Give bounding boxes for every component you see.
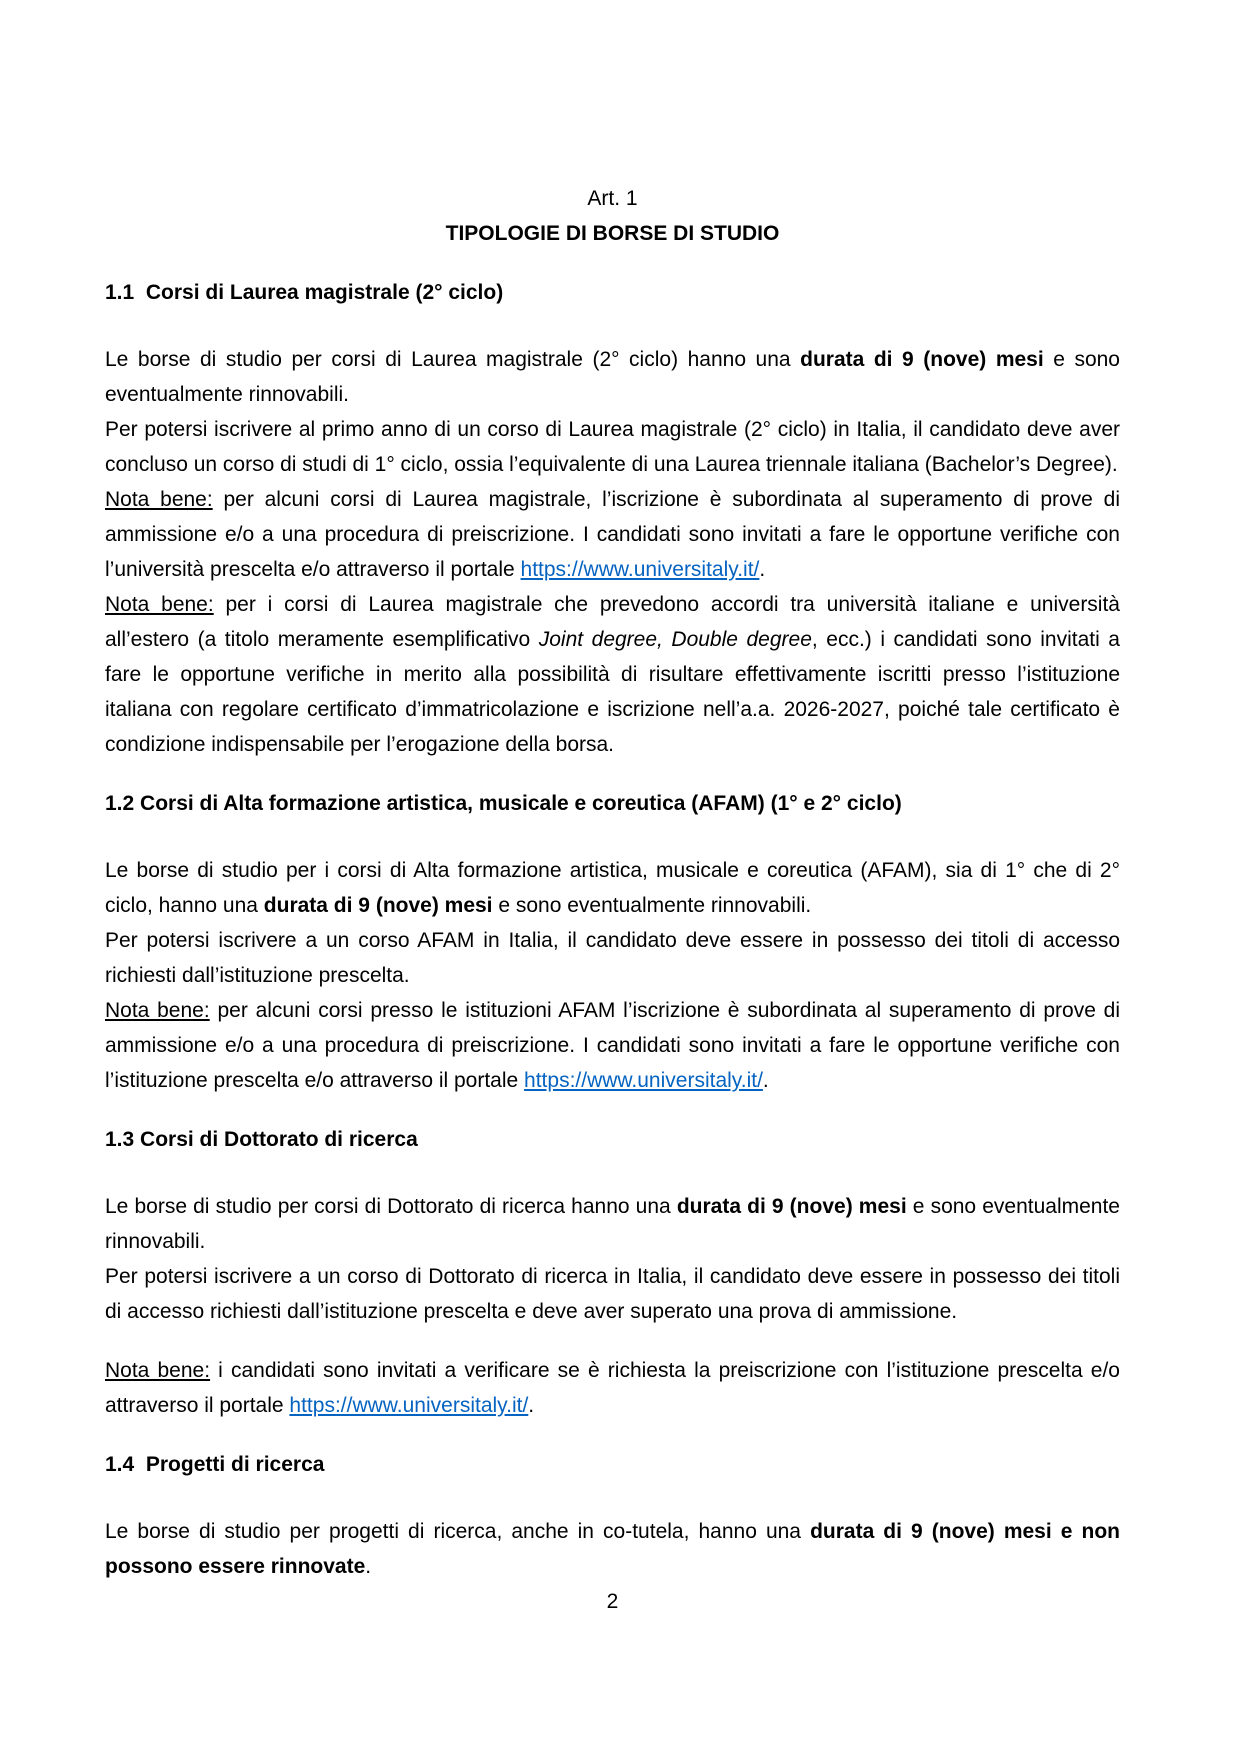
bold-run: durata di 9 (nove) mesi e non possono essere rinnovate bbox=[105, 1520, 1120, 1578]
paragraph-phd-duration bbox=[105, 1189, 1120, 1259]
text-run: Le borse di studio per corsi di Laurea magistrale (2° ciclo) hanno una bbox=[105, 348, 801, 371]
text-run: . bbox=[365, 1555, 372, 1578]
paragraph-research-projects bbox=[105, 1514, 1120, 1584]
text-run: per alcuni corsi presso le istituzioni AFAM l’iscrizione è subordinata al superamento di prove di ammissione e/o a una procedura di preiscrizione. I candidati sono invitati a fare le opportune verifiche con l’istituzione prescelta e/o attraverso il portale bbox=[105, 999, 1120, 1092]
text-run: Per potersi iscrivere a un corso di Dottorato di ricerca in Italia, il candidato deve essere in possesso dei titoli di accesso richiesti dall’istituzione prescelta e deve aver superato una prova di ammissione. bbox=[105, 1265, 1120, 1323]
paragraph-afam-requirements bbox=[105, 923, 1120, 993]
page-number: 2 bbox=[606, 1590, 619, 1613]
paragraph-lm-nota-bene-2 bbox=[105, 587, 1120, 762]
bold-run: durata di 9 (nove) mesi bbox=[676, 1195, 907, 1218]
document-title: TIPOLOGIE DI BORSE DI STUDIO bbox=[445, 222, 780, 245]
nota-bene-label: Nota bene: bbox=[105, 999, 210, 1022]
text-run: e sono eventualmente rinnovabili. bbox=[492, 894, 812, 917]
universitaly-link[interactable]: https://www.universitaly.it/ bbox=[520, 558, 760, 581]
paragraph-lm-requirements bbox=[105, 412, 1120, 482]
text-run: . bbox=[759, 558, 766, 581]
paragraph-phd-requirements bbox=[105, 1259, 1120, 1329]
nota-bene-label: Nota bene: bbox=[105, 1359, 211, 1382]
nota-bene-label: Nota bene: bbox=[105, 593, 214, 616]
text-run: Le borse di studio per corsi di Dottorato di ricerca hanno una bbox=[105, 1195, 677, 1218]
section-heading-1-2: 1.2 Corsi di Alta formazione artistica, musicale e coreutica (AFAM) (1° e 2° ciclo) bbox=[105, 792, 902, 815]
section-heading-1-1: 1.1 Corsi di Laurea magistrale (2° ciclo) bbox=[105, 281, 504, 304]
bold-run: durata di 9 (nove) mesi bbox=[800, 348, 1044, 371]
bold-run: durata di 9 (nove) mesi bbox=[263, 894, 493, 917]
section-heading-1-4: 1.4 Progetti di ricerca bbox=[105, 1453, 325, 1476]
text-run: e sono eventualmente rinnovabili. bbox=[105, 1195, 1120, 1253]
text-run: . bbox=[762, 1069, 769, 1092]
paragraph-afam-duration bbox=[105, 853, 1120, 923]
text-run: Le borse di studio per i corsi di Alta formazione artistica, musicale e coreutica (AFAM), sia di 1° che di 2° ciclo, hanno una bbox=[105, 859, 1120, 917]
paragraph-phd-nota-bene bbox=[105, 1353, 1120, 1423]
text-run: Le borse di studio per progetti di ricerca, anche in co-tutela, hanno una bbox=[105, 1520, 811, 1543]
paragraph-afam-nota-bene bbox=[105, 993, 1120, 1098]
text-run: per alcuni corsi di Laurea magistrale, l’iscrizione è subordinata al superamento di prove di ammissione e/o a una procedura di preiscrizione. I candidati sono invitati a fare le opportune verifiche con l’università prescelta e/o attraverso il portale bbox=[105, 488, 1120, 581]
universitaly-link[interactable]: https://www.universitaly.it/ bbox=[289, 1394, 529, 1417]
text-run: i candidati sono invitati a verificare se è richiesta la preiscrizione con l’istituzione prescelta e/o attraverso il portale bbox=[105, 1359, 1120, 1417]
italic-run: Joint degree, Double degree bbox=[538, 628, 812, 651]
text-run: , ecc.) i candidati sono invitati a fare le opportune verifiche in merito alla possibilità di risultare effettivamente iscritti presso l’istituzione italiana con regolare certificato d’immatricolazione e iscrizione nell’a.a. 2026-2027, poiché tale certificato è condizione indispensabile per l’erogazione della borsa. bbox=[105, 628, 1120, 756]
text-run: e sono eventualmente rinnovabili. bbox=[105, 348, 1120, 406]
nota-bene-label: Nota bene: bbox=[105, 488, 213, 511]
text-run: Per potersi iscrivere a un corso AFAM in Italia, il candidato deve essere in possesso dei titoli di accesso richiesti dall’istituzione prescelta. bbox=[105, 929, 1120, 987]
paragraph-lm-duration bbox=[105, 342, 1120, 412]
text-run: per i corsi di Laurea magistrale che prevedono accordi tra università italiane e università all’estero (a titolo meramente esemplificativo bbox=[105, 593, 1120, 651]
text-run: Per potersi iscrivere al primo anno di un corso di Laurea magistrale (2° ciclo) in Italia, il candidato deve aver concluso un corso di studi di 1° ciclo, ossia l’equivalente di una Laurea triennale italiana (Bachelor’s Degree). bbox=[105, 418, 1120, 476]
text-run: . bbox=[528, 1394, 535, 1417]
section-heading-1-3: 1.3 Corsi di Dottorato di ricerca bbox=[105, 1128, 418, 1151]
paragraph-lm-nota-bene-1 bbox=[105, 482, 1120, 587]
article-number: Art. 1 bbox=[587, 187, 638, 210]
universitaly-link[interactable]: https://www.universitaly.it/ bbox=[524, 1069, 763, 1092]
